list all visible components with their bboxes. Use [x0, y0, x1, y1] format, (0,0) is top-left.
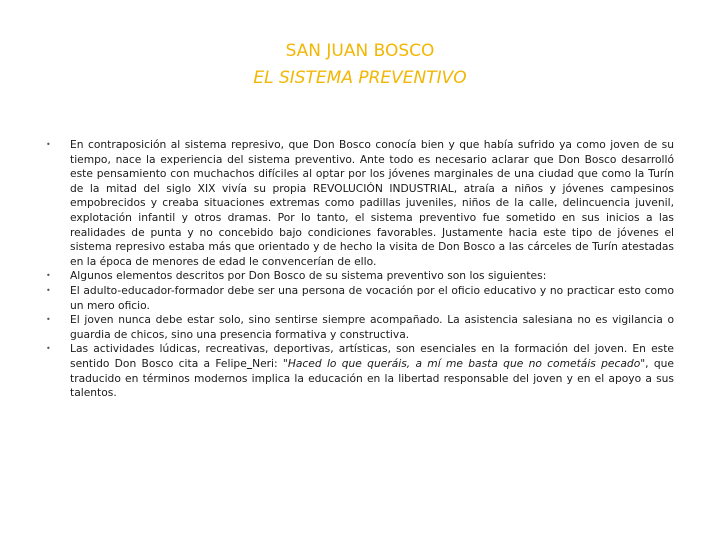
bullet-list: [46, 138, 674, 401]
quoted-phrase: Haced lo que queráis, a mí me basta que no cometáis pecado: [287, 356, 641, 370]
page-title: SAN JUAN BOSCO: [285, 41, 435, 61]
paragraph-text-start: Las actividades lúdicas, recreativas, deportivas, artísticas, son esenciales en la formación del joven. En este sentido Don Bosco cita a Felipe: [70, 342, 674, 370]
list-item: [46, 138, 674, 269]
paragraph-text: [70, 342, 674, 400]
page-subtitle: EL SISTEMA PREVENTIVO: [253, 68, 467, 88]
list-item: [46, 313, 674, 342]
bullet-icon: •: [46, 140, 51, 149]
bullet-icon: •: [46, 285, 51, 295]
title-block: [0, 38, 720, 92]
list-item: [46, 269, 674, 284]
bullet-icon: •: [46, 271, 51, 281]
person-name: Neri:: [252, 356, 283, 370]
paragraph-text: El joven nunca debe estar solo, sino sentirse siempre acompañado. La asistencia salesiana no es vigilancia o guardia de chicos, sino una presencia formativa y constructiva.: [70, 313, 674, 341]
list-item: [46, 284, 674, 313]
bullet-icon: •: [46, 344, 51, 354]
list-item: [46, 342, 674, 400]
paragraph-text: El adulto-educador-formador debe ser una persona de vocación por el oficio educativo y no practicar esto como un mero oficio.: [70, 283, 674, 312]
bullet-icon: •: [46, 315, 51, 325]
paragraph-text: Algunos elementos descritos por Don Bosco de su sistema preventivo son los siguientes:: [70, 269, 547, 283]
paragraph-text-end: ", que traducido en términos modernos implica la educación en la libertad responsable del joven y en el apoyo a sus talentos.: [70, 356, 674, 400]
quote-open: ": [282, 356, 288, 370]
paragraph-text: En contraposición al sistema represivo, que Don Bosco conocía bien y que había sufrido ya como joven de su tiempo, nace la experiencia del sistema preventivo. Ante todo es necesario aclarar que Don Bosco desarrolló este pensamiento con muchachos difíciles al optar por los jóvenes marginales de una ciudad que como la Turín de la mitad del siglo XIX vivía su propia REVOLUCIÓN INDUSTRIAL, atraía a niños y jóvenes campesinos empobrecidos y creaba situaciones extremas como padillas juveniles, niños de la calle, delincuencia juvenil, explotación infantil y otros dramas. Por lo tanto, el sistema preventivo fue sometido en sus inicios a las realidades de punta y no concebido bajo condiciones favorables. Justamente hacia este tipo de jóvenes el sistema represivo estaba más que orientado y de hecho la visita de Don Bosco a las cárceles de Turín atestadas en la época de menores de edad le convencerían de ello.: [70, 138, 674, 268]
